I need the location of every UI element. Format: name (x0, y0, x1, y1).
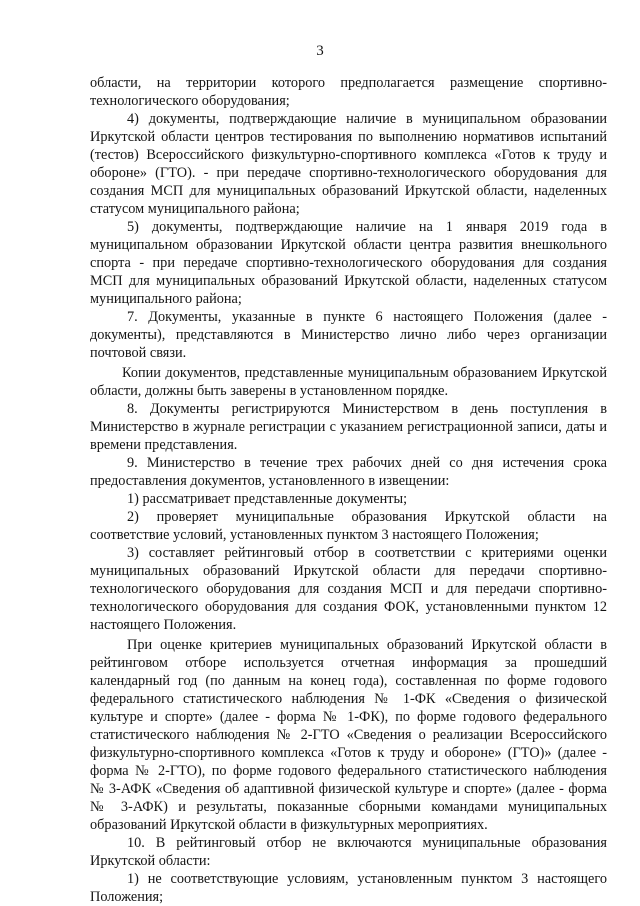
text-line: 9. Министерство в течение трех рабочих дней со дня истечения срока (127, 455, 607, 471)
text-line: рейтинговом отборе используется отчетная информация за прошедший (90, 655, 607, 671)
text-line: МСП для муниципальных образований Иркутской области, наделенных статусом (90, 273, 607, 289)
text-line: федерального статистического наблюдения № 1-ФК «Сведения о физической (90, 691, 607, 707)
text-line: технологического оборудования; (90, 93, 290, 109)
text-line: предоставления документов, установленного в извещении: (90, 473, 450, 489)
text-line: спорта - при передаче спортивно-технологического оборудования для создания (90, 255, 607, 271)
text-line: 7. Документы, указанные в пункте 6 настоящего Положения (далее - (127, 309, 607, 325)
text-line: создания МСП для муниципальных образований Иркутской области, наделенных (90, 183, 607, 199)
document-body (90, 74, 607, 906)
text-line: муниципальном образовании Иркутской области центра развития внешкольного (90, 237, 607, 253)
text-line: Копии документов, представленные муниципальным образованием Иркутской (122, 365, 607, 381)
text-line: статусом муниципального района; (90, 201, 300, 217)
text-line: области, на территории которого предполагается размещение спортивно- (90, 75, 607, 91)
text-line: муниципальных образований Иркутской области для передачи спортивно- (90, 563, 607, 579)
text-line: Иркутской области центров тестирования по выполнению нормативов испытаний (90, 129, 607, 145)
text-line: календарный год (по данным на конец года), составленная по форме годового (90, 673, 607, 689)
text-line: № 3-АФК «Сведения об адаптивной физической культуре и спорте» (далее - форма (90, 781, 607, 797)
text-line: образований Иркутской области в физкультурных мероприятиях. (90, 817, 488, 833)
text-line: технологического оборудования для создания ФОК, установленными пунктом 12 (90, 599, 607, 615)
text-line: Министерство в журнале регистрации с указанием регистрационной записи, даты и (90, 419, 607, 435)
text-line: 3) составляет рейтинговый отбор в соответствии с критериями оценки (127, 545, 607, 561)
text-line: № 3-АФК) и результаты, показанные сборными командами муниципальных (90, 799, 607, 815)
text-line: муниципального района; (90, 291, 242, 307)
text-line: культуре и спорте» (далее - форма № 1-ФК), по форме годового федерального (90, 709, 607, 725)
text-line: Иркутской области: (90, 853, 211, 869)
text-line: 1) не соответствующие условиям, установленным пунктом 3 настоящего (127, 871, 607, 887)
text-line: настоящего Положения. (90, 617, 237, 633)
text-line: Положения; (90, 889, 164, 905)
page-number: 3 (316, 43, 324, 59)
text-line: 8. Документы регистрируются Министерством в день поступления в (127, 401, 607, 417)
text-line: форма № 2-ГТО), по форме годового федерального статистического наблюдения (90, 763, 607, 779)
text-line: При оценке критериев муниципальных образований Иркутской области в (127, 637, 607, 653)
text-line: физкультурно-спортивного комплекса «Готов к труду и обороне» (ГТО)» (далее - (90, 745, 607, 761)
text-line: (тестов) Всероссийского физкультурно-спортивного комплекса «Готов к труду и (90, 147, 607, 163)
text-line: технологического оборудования для создания МСП и для передачи спортивно- (90, 581, 607, 597)
text-line: статистического наблюдения № 2-ГТО «Сведения о реализации Всероссийского (90, 727, 607, 743)
text-line: области, должны быть заверены в установленном порядке. (90, 383, 449, 399)
text-line: 5) документы, подтверждающие наличие на 1 января 2019 года в (127, 219, 607, 235)
text-line: 2) проверяет муниципальные образования Иркутской области на (127, 509, 607, 525)
text-line: обороне» (ГТО). - при передаче спортивно-технологического оборудования для (90, 165, 607, 181)
text-line: 10. В рейтинговый отбор не включаются муниципальные образования (127, 835, 607, 851)
text-line: документы), представляются в Министерство лично либо через организации (90, 327, 607, 343)
text-line: 1) рассматривает представленные документы; (127, 491, 408, 507)
text-line: времени представления. (90, 437, 238, 453)
text-line: почтовой связи. (90, 345, 187, 361)
text-line: 4) документы, подтверждающие наличие в муниципальном образовании (127, 111, 607, 127)
text-line: соответствие условий, установленных пунктом 3 настоящего Положения; (90, 527, 539, 543)
